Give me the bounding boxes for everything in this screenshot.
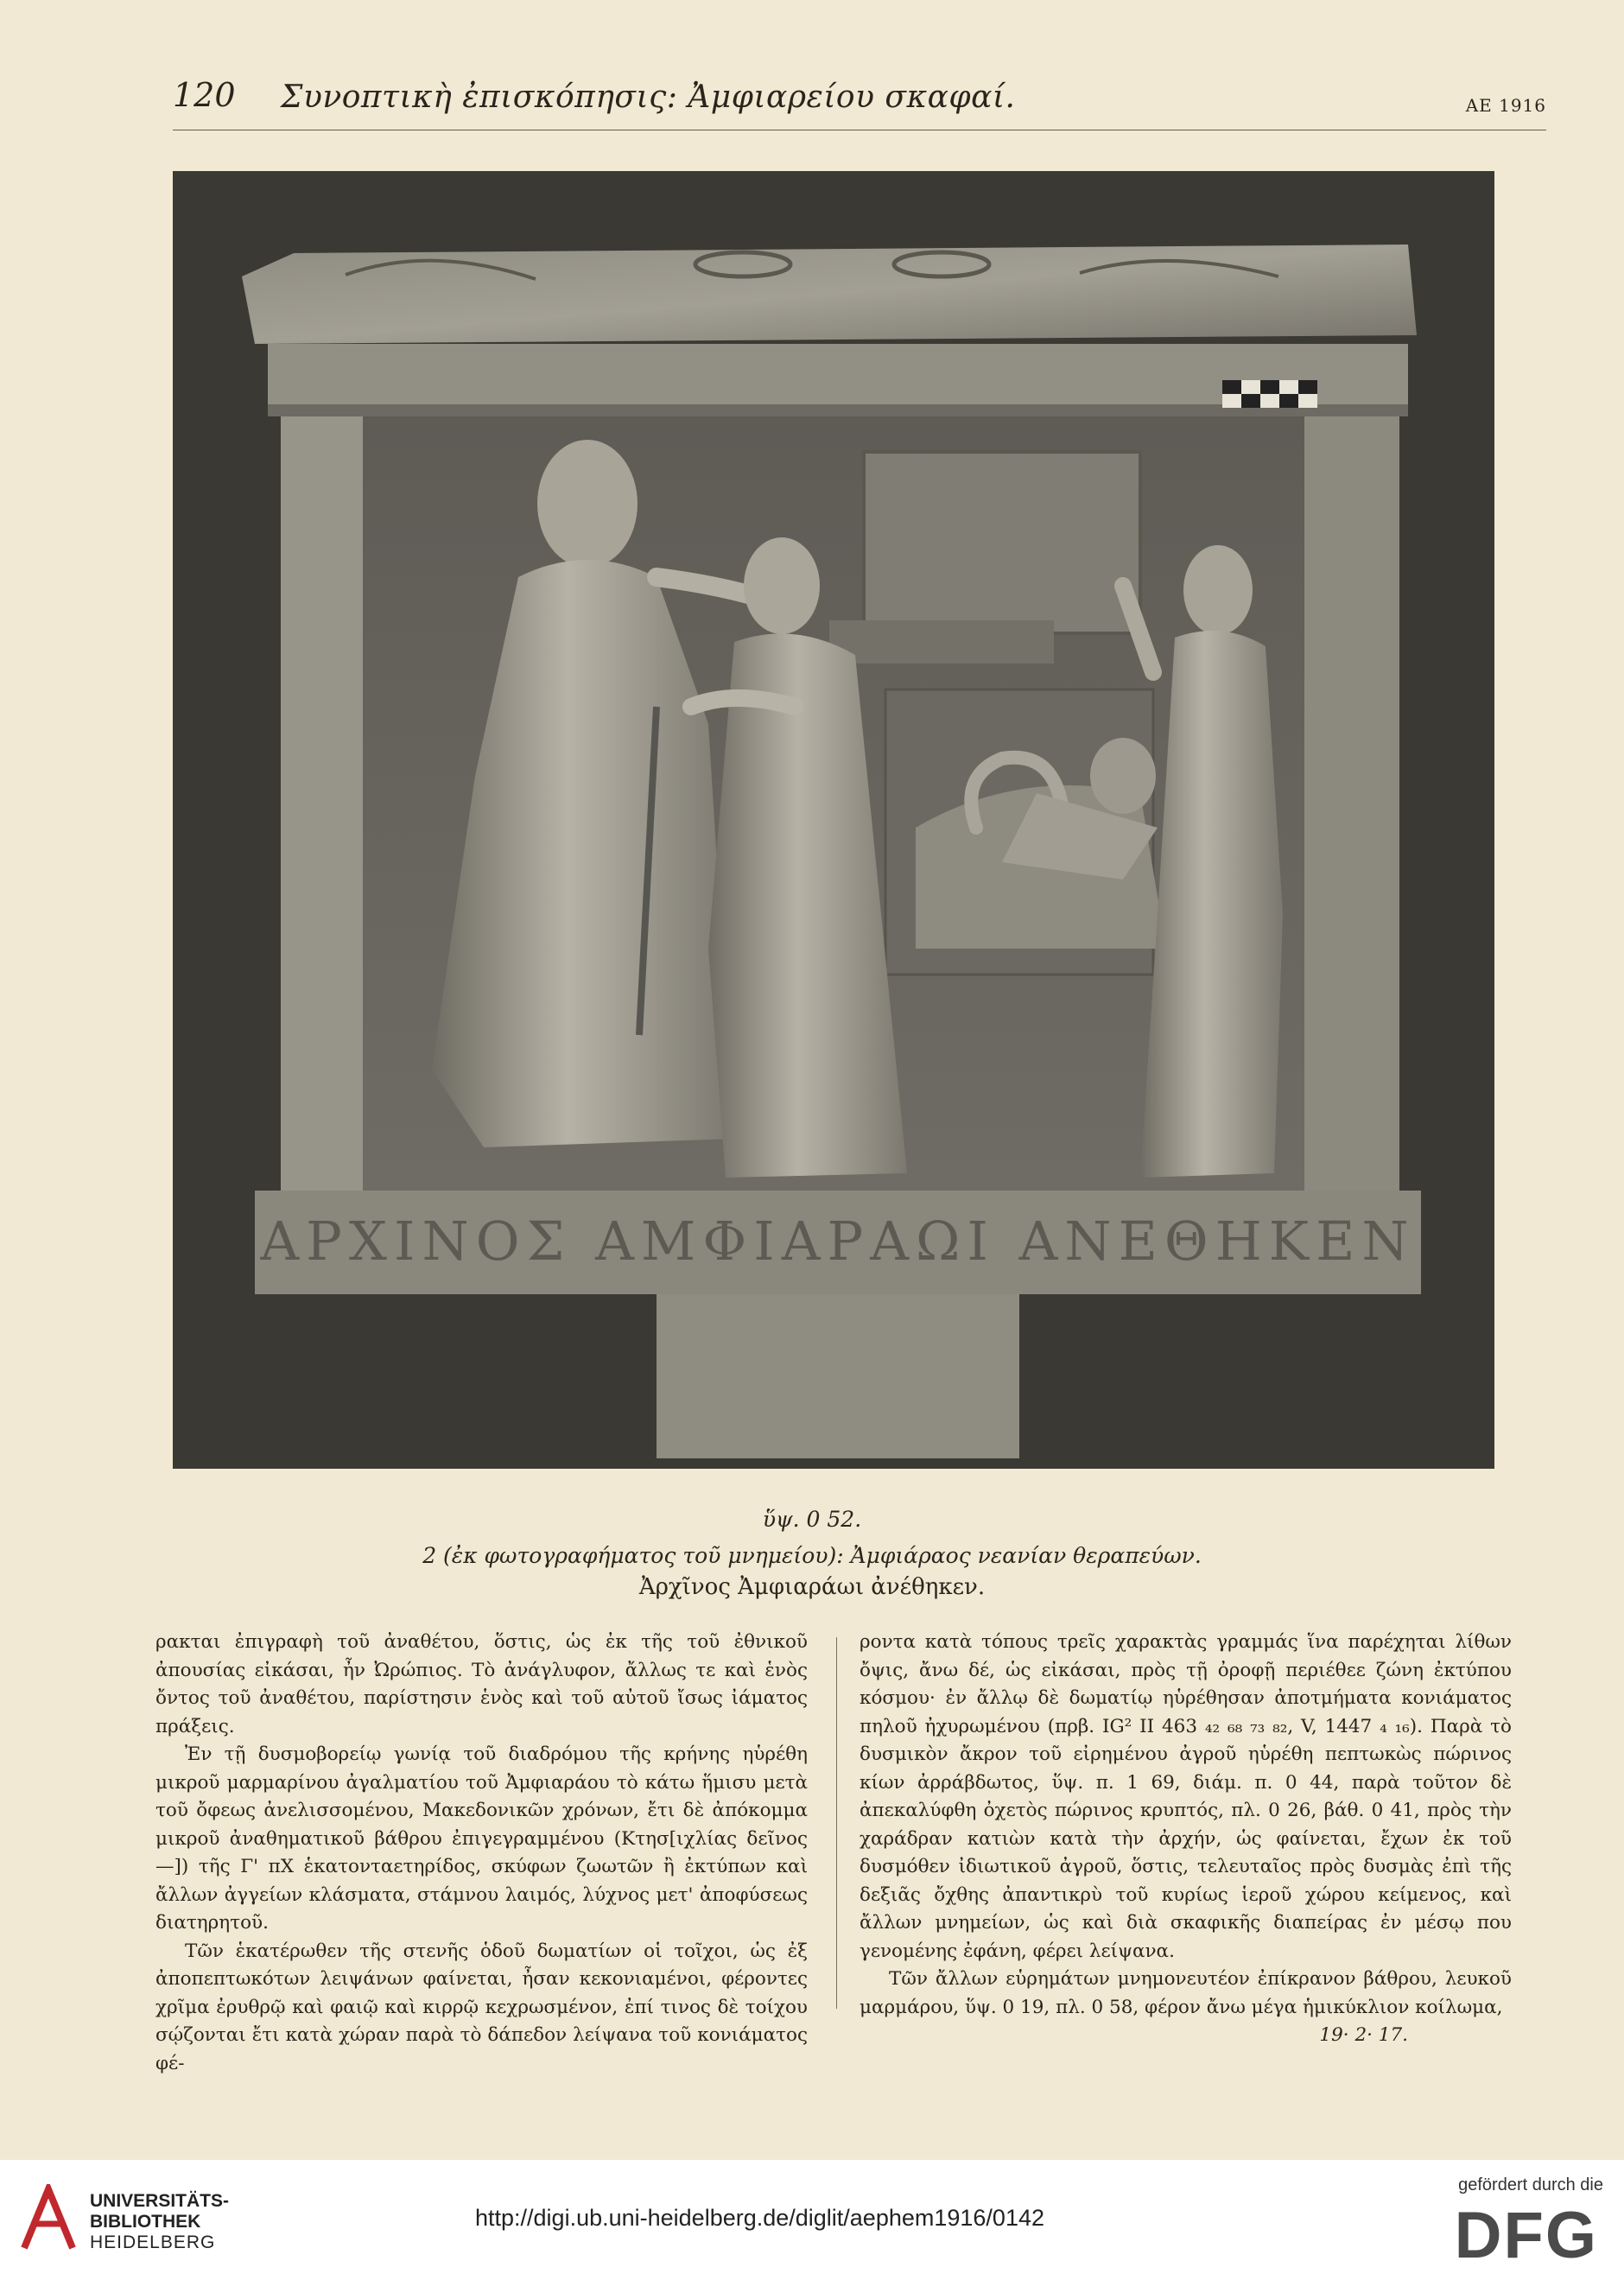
relief-photograph bbox=[173, 171, 1494, 1469]
relief-inscription: ΑΡΧΙΝΟΣ ΑΜΦΙΑΡΑΩΙ ΑΝΕΘΗΚΕΝ bbox=[260, 1210, 1416, 1273]
dfg-logo[interactable]: DFG bbox=[1454, 2199, 1598, 2272]
caption-dimensions: ὕψ. 0 52. bbox=[762, 1507, 862, 1532]
left-column bbox=[155, 1629, 808, 2078]
column-divider bbox=[836, 1637, 837, 2009]
page-header bbox=[173, 76, 1546, 128]
relief-illustration bbox=[173, 171, 1494, 1469]
left-paragraph-3: Τῶν ἑκατέρωθεν τῆς στενῆς ὁδοῦ δωματίων οἱ τοῖχοι, ὡς ἐξ ἀποπεπτωκότων λειψάνων φαίνεται, ἦσαν κεκονιαμένοι, φέροντες χρῖμα ἐρυθρῷ καὶ φαιῷ καὶ κιρρῷ κεχρωσμένον, ἐπί τινος δὲ τοίχου σῴζονται ἔτι κατὰ χώραν παρὰ τὸ δάπεδον λείψανα τοῦ κονιάματος φέ- bbox=[155, 1940, 808, 2074]
viewer-footer bbox=[0, 2160, 1624, 2280]
library-line-2: BIBLIOTHEK bbox=[90, 2212, 201, 2232]
text-columns bbox=[155, 1629, 1512, 2074]
permalink-url[interactable]: http://digi.ub.uni-heidelberg.de/diglit/aephem1916/0142 bbox=[475, 2205, 1044, 2231]
right-paragraph-2: Τῶν ἄλλων εὑρημάτων μνημονευτέον ἐπίκρανον βάθρου, λευκοῦ μαρμάρου, ὕψ. 0 19, πλ. 0 58, φέρον ἄνω μέγα ἡμικύκλιον κοίλωμα, bbox=[860, 1968, 1512, 2018]
caption-title: 2 (ἐκ φωτογραφήματος τοῦ μνημείου): Ἀμφιάραος νεανίαν θεραπεύων. bbox=[422, 1543, 1202, 1568]
running-title: Συνοπτικὴ ἐπισκόπησις: Ἀμφιαρείου σκαφαί. bbox=[281, 79, 1016, 115]
funded-by-label: gefördert durch die bbox=[1458, 2175, 1603, 2194]
page-number: 120 bbox=[173, 76, 236, 114]
left-paragraph-2: Ἐν τῇ δυσμοβορείῳ γωνίᾳ τοῦ διαδρόμου τῆς κρήνης ηὑρέθη μικροῦ μαρμαρίνου ἀγαλματίου τοῦ Ἀμφιαράου τὸ κάτω ἥμισυ μετὰ τοῦ ὄφεως ἀνελισσομένου, Μακεδονικῶν χρόνων, ἔτι δὲ ἀπόκομμα μικροῦ ἀναθηματικοῦ βάθρου ἐπιγεγραμμένου (Κτησ[ιχλίας δεῖνος —]) τῆς Γ' πΧ ἑκατονταετηρίδος, σκύφων ζωωτῶν ἢ ἐκτύπων καὶ ἄλλων ἀγγείων κλάσματα, στάμνου λαιμός, λύχνος μετ' ἀποφύσεως διατηρητοῦ. bbox=[155, 1743, 808, 1934]
journal-mark: ΑΕ 1916 bbox=[1465, 95, 1546, 116]
right-column bbox=[860, 1629, 1512, 2050]
right-paragraph-1: ροντα κατὰ τόπους τρεῖς χαρακτὰς γραμμάς ἵνα παρέχηται λίθων ὄψις, ἄνω δέ, ὡς εἰκάσαι, πρὸς τῇ ὀροφῇ περιέθεε ζώνη ἐκτύπου κόσμου· ἐν ἄλλῳ δὲ δωματίῳ ηὑρέθησαν ἀποτμήματα κονιάματος πηλοῦ ἠχυρωμένου (πρβ. IG² II 463 ₄₂ ₆₈ ₇₃ ₈₂, V, 1447 ₄ ₁₆). Παρὰ τὸ δυσμικὸν ἄκρον τοῦ εἰρημένου ἀγροῦ ηὑρέθη πεπτωκὼς πώρινος κίων ἀρράβδωτος, ὕψ. π. 1 69, διάμ. π. 0 44, παρὰ τοῦτον δὲ ἀπεκαλύφθη ὀχετὸς πώρινος κρυπτός, πλ. 0 26, βάθ. 0 41, πρὸς τὴν χαράδραν κατιὼν κατὰ τὴν ἀρχήν, ὡς φαίνεται, ἔχων ἐκ τοῦ δυσμόθεν ἰδιωτικοῦ ἀγροῦ, ὅστις, τελευταῖος πρὸς δυσμὰς ἐπὶ τῆς δεξιᾶς ὄχθης ἀπαντικρὺ τοῦ κυρίως ἱεροῦ χώρου κείμενος, καὶ ἄλλων μνημείων, ὡς καὶ διὰ σκαφικῆς διαπείρας ἐν μέσῳ που γενομένης ἐφάνη, φέρει λείψανα. bbox=[860, 1631, 1512, 1962]
university-library-name[interactable] bbox=[90, 2191, 229, 2253]
university-library-logo-icon[interactable] bbox=[19, 2184, 78, 2253]
library-line-3: HEIDELBERG bbox=[90, 2232, 216, 2252]
caption-dedication: Ἀρχῖνος Ἀμφιαράωι ἀνέθηκεν. bbox=[638, 1574, 986, 1600]
left-paragraph-1: ρακται ἐπιγραφὴ τοῦ ἀναθέτου, ὅστις, ὡς ἐκ τῆς τοῦ ἐθνικοῦ ἀπουσίας εἰκάσαι, ἦν Ὠρώπιος. Τὸ ἀνάγλυφον, ἄλλως τε καὶ ἑνὸς ὄντος τοῦ ἀναθέτου, παρίστησιν ἑνὸς καὶ τοῦ αὐτοῦ ἴσως ἰάματος πράξεις. bbox=[155, 1631, 808, 1737]
date-sign: 19· 2· 17. bbox=[1319, 2024, 1408, 2046]
library-line-1: UNIVERSITÄTS- bbox=[90, 2191, 230, 2211]
